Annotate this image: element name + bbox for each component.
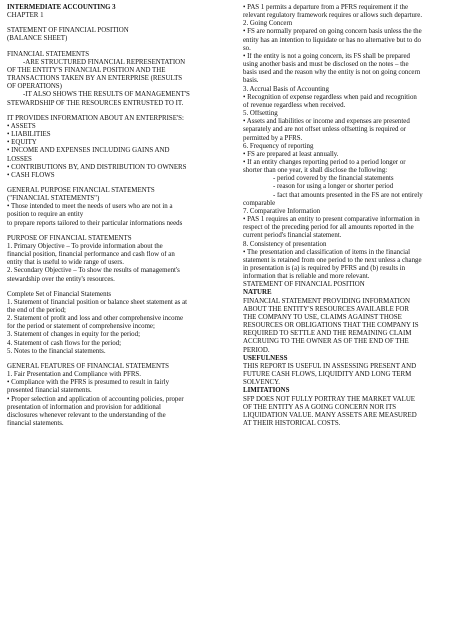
list-item: • CASH FLOWS [7, 171, 55, 179]
heading-general-purpose: GENERAL PURPOSE FINANCIAL STATEMENTS [7, 186, 155, 194]
text-line: 3. Accrual Basis of Accounting [243, 85, 329, 93]
text-line: the end of the period; [7, 307, 66, 314]
text-line: 5. Notes to the financial statements. [7, 347, 106, 355]
text-line: • If an entity changes reporting period to a period longer or [243, 158, 406, 166]
text-line: OF THE ENTITY AS A GOING CONCERN NOR ITS [243, 403, 397, 411]
document-title: INTERMEDIATE ACCOUNTING 3 [7, 4, 116, 11]
list-item: • INCOME AND EXPENSES INCLUDING GAINS AND [7, 147, 170, 155]
text-line: TRANSACTIONS TAKEN BY AN ENTERPRISE (RESULTS [7, 75, 183, 83]
text-line: -ARE STRUCTURED FINANCIAL REPRESENTATION [23, 58, 186, 66]
text-line: stewardship over the entity's resources. [7, 275, 115, 283]
text-line: • Recognition of expense regardless when paid and recognition [243, 93, 417, 101]
limitations-heading: LIMITATIONS [243, 387, 290, 395]
text-line: • PAS 1 requires an entity to present comparative information in [243, 216, 420, 224]
heading-financial-statements: FINANCIAL STATEMENTS [7, 50, 90, 58]
text-line: 1. Statement of financial position or balance sheet statement as at [7, 298, 188, 306]
section-heading: STATEMENT OF FINANCIAL POSITION [7, 27, 129, 35]
text-line: separately and are not offset unless offsetting is required or [243, 126, 406, 134]
text-line: • FS are prepared at least annually. [243, 150, 339, 158]
list-item: LOSSES [7, 155, 32, 163]
section-subheading: (BALANCE SHEET) [7, 35, 68, 43]
text-line: 6. Frequency of reporting [243, 142, 314, 150]
text-line: presentation of information and provision for additional [7, 403, 161, 411]
text-line: information that is reliable and more relevant. [243, 273, 370, 281]
heading-purpose: PURPOSE OF FINANCIAL STATEMENTS [7, 234, 132, 242]
text-line: using another basis and must be disclosed on the notes – the [243, 61, 409, 69]
text-line: relevant regulatory framework requires or allows such departure. [243, 12, 423, 20]
right-column [243, 4, 469, 428]
text-line: THIS REPORT IS USEFUL IN ASSESSING PRESENT AND [243, 362, 417, 370]
text-line: • Proper selection and application of accounting policies, proper [7, 395, 184, 403]
text-line: • Those intended to meet the needs of users who are not in a [7, 203, 173, 211]
text-line: to prepare reports tailored to their particular informations needs [7, 219, 183, 227]
text-line: ("FINANCIAL STATEMENTS") [7, 195, 100, 203]
text-line: OF OPERATIONS) [7, 83, 62, 91]
text-line: ACCRUING TO THE OWNER AS OF THE END OF THE [243, 338, 409, 346]
text-line: respect of the preceding period for all amounts reported in the [243, 224, 414, 232]
text-line: 5. Offsetting [243, 110, 278, 118]
text-line: ABOUT THE ENTITY'S RESOURCES AVAILABLE FOR [243, 305, 409, 313]
text-line: statement is retained from one period to the next unless a change [243, 256, 422, 264]
text-line: • FS are normally prepared on going concern basis unless the the [243, 28, 422, 36]
text-line: STEWARDSHIP OF THE RESOURCES ENTRUSTED TO IT. [7, 99, 184, 107]
text-line: 4. Statement of cash flows for the period; [7, 339, 122, 347]
text-line: AT THEIR HISTORICAL COSTS. [243, 419, 341, 427]
text-line: PERIOD. [243, 346, 270, 354]
text-line: - fact that amounts presented in the FS are not entirely [273, 191, 423, 199]
text-line: for the period or statement of comprehensive income; [7, 323, 155, 331]
list-item: • ASSETS [7, 122, 36, 130]
list-item: • CONTRIBUTIONS BY, AND DISTRIBUTION TO OWNERS [7, 163, 187, 171]
text-line: THE COMPANY TO USE, CLAIMS AGAINST THOSE [243, 313, 402, 321]
heading-complete-set: Complete Set of Financial Statements [7, 290, 112, 298]
text-line: OF THE ENTITY'S FINANCIAL POSITION AND THE [7, 66, 166, 74]
text-line: -IT ALSO SHOWS THE RESULTS OF MANAGEMENT'S [23, 91, 190, 99]
text-line: RESOURCES OR OBLIGATIONS THAT THE COMPANY IS [243, 322, 419, 330]
text-line: SOLVENCY. [243, 379, 280, 387]
text-line: • If the entity is not a going concern, its FS shall be prepared [243, 52, 410, 60]
list-item: • EQUITY [7, 139, 37, 147]
text-line: permitted by a PFRS. [243, 134, 303, 142]
text-line: 7. Comparative Information [243, 207, 321, 215]
text-line: • PAS 1 permits a departure from a PFRS requirement if the [243, 4, 409, 11]
heading-general-features: GENERAL FEATURES OF FINANCIAL STATEMENTS [7, 362, 170, 370]
text-line: SFP DOES NOT FULLY PORTRAY THE MARKET VALUE [243, 395, 416, 403]
text-line: 2. Going Concern [243, 20, 293, 28]
text-line: entity that is useful to wide range of users. [7, 259, 124, 267]
text-line: in presentation is (a) is required by PFRS and (b) results in [243, 265, 406, 272]
text-line: 2. Statement of profit and loss and other comprehensive income [7, 315, 184, 323]
text-line: of revenue regardless when received. [243, 101, 346, 109]
usefulness-heading: USEFULNESS [243, 354, 288, 362]
nature-heading: NATURE [243, 289, 272, 297]
text-line: presented financial statements. [7, 387, 92, 395]
text-line: disclosures whenever relevant to the understanding of the [7, 411, 166, 419]
text-line: 1. Fair Presentation and Compliance with PFRS. [7, 371, 141, 379]
text-line: comparable [243, 199, 276, 207]
text-line: 3. Statement of changes in equity for the period; [7, 331, 140, 339]
text-line: • Compliance with the PFRS is presumed to result in fairly [7, 379, 170, 387]
text-line: REQUIRED TO SETTLE AND THE REMAINING CLAIM [243, 330, 412, 338]
text-line: - period covered by the financial statements [273, 175, 394, 183]
text-line: position to require an entity [7, 211, 84, 219]
text-line: so. [243, 44, 251, 52]
text-line: financial position, financial performance and cash flow of an [7, 251, 175, 259]
text-line: FUTURE CASH FLOWS, LIQUIDITY AND LONG TERM [243, 371, 412, 379]
chapter-label: CHAPTER 1 [7, 12, 44, 20]
text-line: shorter than one year, it shall disclose the following: [243, 167, 388, 175]
list-item: • LIABILITIES [7, 131, 51, 139]
text-line: 1. Primary Objective – To provide information about the [7, 242, 163, 250]
text-line: current period's financial statement. [243, 232, 342, 240]
text-line: - reason for using a longer or shorter period [273, 183, 394, 191]
text-line: basis. [243, 77, 259, 85]
sfp-heading: STATEMENT OF FINANCIAL POSITION [243, 281, 365, 289]
text-line: basis used and the reason why the entity is not on going concern [243, 69, 421, 77]
text-line: 2. Secondary Objective – To show the results of management's [7, 267, 180, 275]
text-line: IT PROVIDES INFORMATION ABOUT AN ENTERPRISE'S: [7, 114, 184, 122]
text-line: • Assets and liabilities or income and expenses are presented [243, 118, 410, 126]
text-line: • The presentation and classification of items in the financial [243, 248, 411, 256]
text-line: LIQUIDATION VALUE. MANY ASSETS ARE MEASURED [243, 411, 417, 419]
text-line: FINANCIAL STATEMENT PROVIDING INFORMATION [243, 297, 410, 305]
text-line: 8. Consistency of presentation [243, 240, 327, 248]
text-line: financial statements. [7, 420, 64, 428]
text-line: entity has an intention to liquidate or has no alternative but to do [243, 36, 421, 44]
left-column [7, 4, 231, 428]
